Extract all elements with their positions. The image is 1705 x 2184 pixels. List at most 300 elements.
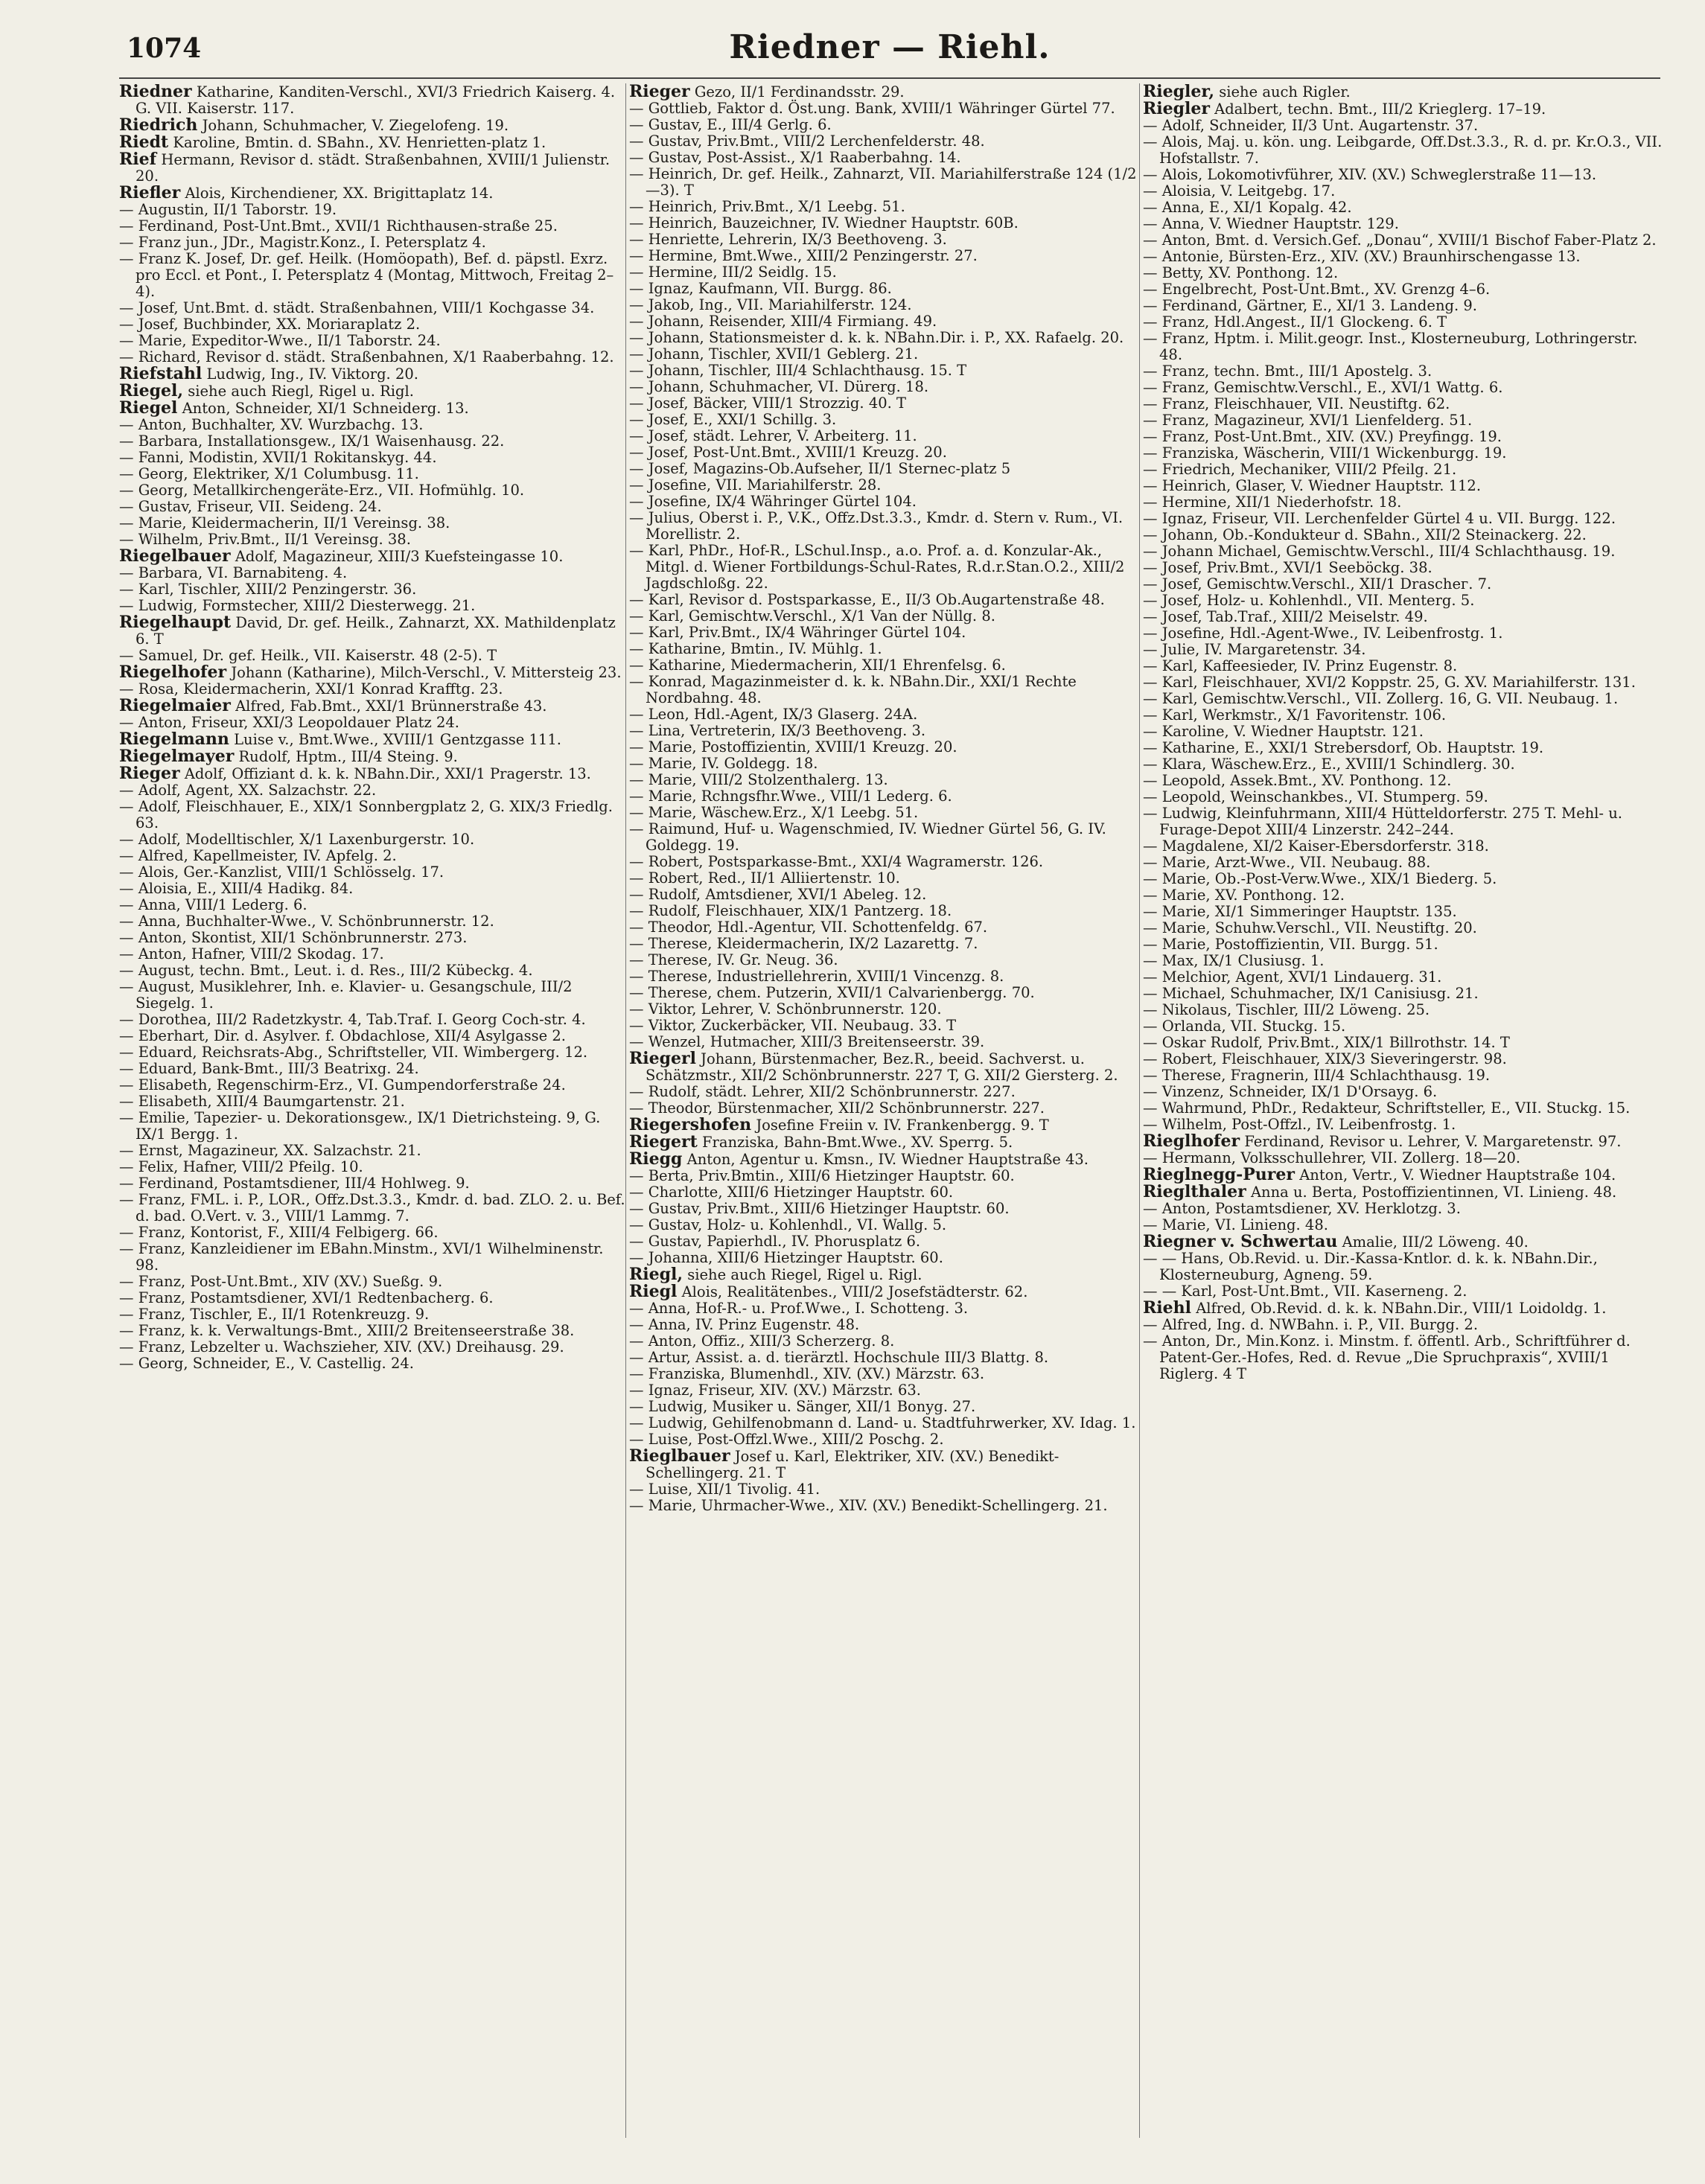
entry-text: Johann, Schuhmacher, V. Ziegelofeng. 19. xyxy=(202,117,509,134)
directory-entry xyxy=(629,919,1147,936)
directory-entry xyxy=(119,1241,625,1274)
entry-text: — Robert, Red., II/1 Alliiertenstr. 10. xyxy=(629,869,900,887)
directory-entry xyxy=(119,234,625,251)
entry-surname: Rieglthaler xyxy=(1143,1182,1246,1201)
directory-entry xyxy=(119,482,625,499)
directory-entry xyxy=(119,799,625,831)
entry-surname: Riegershofen xyxy=(629,1115,752,1134)
entry-text: — Hermine, XII/1 Niederhofstr. 18. xyxy=(1143,494,1402,511)
directory-entry xyxy=(119,185,625,202)
entry-text: — Josef, Bäcker, VIII/1 Strozzig. 40. T xyxy=(629,395,907,412)
directory-entry xyxy=(119,349,625,365)
entry-text: — Wilhelm, Priv.Bmt., II/1 Vereinsg. 38. xyxy=(119,531,411,548)
directory-entry xyxy=(629,641,1147,657)
entry-text: — Augustin, II/1 Taborstr. 19. xyxy=(119,201,337,218)
entry-surname: Riegel, xyxy=(119,381,184,400)
entry-text: — Karl, Revisor d. Postsparkasse, E., II/3 Ob.Augartenstraße 48. xyxy=(629,591,1105,608)
entry-text: — Josef, Buchbinder, XX. Moriaraplatz 2. xyxy=(119,316,421,333)
directory-entry xyxy=(1143,429,1664,445)
entry-text: — Rudolf, Amtsdiener, XVI/1 Abeleg. 12. xyxy=(629,886,927,903)
entry-text: — Michael, Schuhmacher, IX/1 Canisiusg. 21. xyxy=(1143,985,1479,1002)
entry-surname: Rieglbauer xyxy=(629,1446,730,1466)
entry-text: siehe auch Riegel, Rigel u. Rigl. xyxy=(687,1266,922,1283)
entry-text: — Therese, Fragnerin, III/4 Schlachthausg. 19. xyxy=(1143,1067,1491,1084)
directory-entry xyxy=(1143,1251,1664,1283)
entry-text: — Josefine, Hdl.-Agent-Wwe., IV. Leibenfrostg. 1. xyxy=(1143,625,1503,642)
entry-text: — Gustav, Priv.Bmt., XIII/6 Hietzinger Hauptstr. 60. xyxy=(629,1200,1010,1217)
directory-entry xyxy=(629,1366,1147,1382)
directory-entry xyxy=(629,1117,1147,1134)
entry-text: — Anna, V. Wiedner Hauptstr. 129. xyxy=(1143,215,1399,232)
directory-entry xyxy=(1143,1084,1664,1100)
entry-text: — Heinrich, Glaser, V. Wiedner Hauptstr. 112. xyxy=(1143,477,1482,494)
entry-text: — Franz jun., JDr., Magistr.Konz., I. Petersplatz 4. xyxy=(119,234,486,251)
entry-text: — Heinrich, Priv.Bmt., X/1 Leebg. 51. xyxy=(629,198,905,215)
directory-entry xyxy=(629,903,1147,919)
entry-text: — Josef, E., XXI/1 Schillg. 3. xyxy=(629,411,837,428)
directory-entry xyxy=(629,936,1147,952)
entry-text: — Rudolf, Fleischhauer, XIX/1 Pantzerg. 18. xyxy=(629,902,952,919)
entry-text: — Leopold, Weinschankbes., VI. Stumperg. 59. xyxy=(1143,788,1488,805)
entry-text: — Gustav, Papierhdl., IV. Phorusplatz 6. xyxy=(629,1233,921,1250)
entry-text: Anna u. Berta, Postoffizientinnen, VI. Linieng. 48. xyxy=(1250,1184,1617,1201)
entry-text: — Emilie, Tapezier- u. Dekorationsgew., IX/1 Dietrichsteing. 9, G. IX/1 Bergg. 1. xyxy=(119,1109,601,1143)
entry-surname: Riegel xyxy=(119,398,178,418)
directory-entry xyxy=(629,100,1147,117)
directory-entry xyxy=(119,614,625,648)
entry-surname: Rief xyxy=(119,150,157,169)
directory-entry xyxy=(629,444,1147,461)
entry-surname: Riedt xyxy=(119,132,169,152)
directory-entry xyxy=(1143,1283,1664,1300)
entry-text: — Anna, Buchhalter-Wwe., V. Schönbrunnerstr. 12. xyxy=(119,913,494,930)
entry-text: — Anna, Hof-R.- u. Prof.Wwe., I. Schotteng. 3. xyxy=(629,1300,969,1317)
entry-text: — Johann, Ob.-Kondukteur d. SBahn., XII/2 Steinackerg. 22. xyxy=(1143,526,1587,543)
directory-entry xyxy=(119,515,625,531)
entry-text: — Katharine, E., XXI/1 Strebersdorf, Ob. Hauptstr. 19. xyxy=(1143,739,1544,756)
directory-entry xyxy=(629,657,1147,674)
page-header xyxy=(127,28,1653,73)
entry-text: — Franz K. Josef, Dr. gef. Heilk. (Homöopath), Bef. d. päpstl. Exrz. pro Eccl. et Pont., I. Petersplatz 4 (Montag, Mittwoch, Freitag 2–4). xyxy=(119,250,614,300)
page-number: 1074 xyxy=(127,33,202,64)
directory-entry xyxy=(1143,298,1664,314)
entry-text: Ferdinand, Revisor u. Lehrer, V. Margaretenstr. 97. xyxy=(1244,1133,1622,1150)
directory-entry xyxy=(119,300,625,316)
directory-entry xyxy=(1143,904,1664,920)
entry-text: — Adolf, Modelltischler, X/1 Laxenburgerstr. 10. xyxy=(119,831,475,848)
directory-entry xyxy=(629,854,1147,870)
directory-entry xyxy=(119,1110,625,1143)
directory-entry xyxy=(629,281,1147,297)
directory-entry xyxy=(629,346,1147,363)
directory-entry xyxy=(629,297,1147,313)
directory-entry xyxy=(1143,1201,1664,1217)
column-1 xyxy=(119,83,625,1372)
entry-text: Gezo, II/1 Ferdinandsstr. 29. xyxy=(694,83,905,100)
entry-text: — Hermine, Bmt.Wwe., XIII/2 Penzingerstr. 27. xyxy=(629,247,978,264)
entry-surname: Rieger xyxy=(119,764,180,783)
directory-entry xyxy=(1143,1166,1664,1184)
entry-text: Alfred, Fab.Bmt., XXI/1 Brünnerstraße 43. xyxy=(235,697,547,715)
entry-text: — Gustav, Holz- u. Kohlenhdl., VI. Wallg. 5. xyxy=(629,1216,947,1233)
entry-text: — Orlanda, VII. Stuckg. 15. xyxy=(1143,1018,1346,1035)
directory-entry xyxy=(1143,642,1664,658)
entry-text: — Franz, Lebzelter u. Wachszieher, XIV. (XV.) Dreihausg. 29. xyxy=(119,1338,564,1356)
directory-entry xyxy=(1143,855,1664,871)
directory-entry xyxy=(629,1201,1147,1217)
directory-entry xyxy=(629,1399,1147,1415)
directory-entry xyxy=(629,1168,1147,1184)
directory-entry xyxy=(1143,969,1664,986)
directory-entry xyxy=(1143,560,1664,576)
directory-entry xyxy=(1143,527,1664,543)
directory-entry xyxy=(119,897,625,913)
entry-text: — Gustav, E., III/4 Gerlg. 6. xyxy=(629,116,832,133)
entry-text: Alois, Kirchendiener, XX. Brigittaplatz 14. xyxy=(185,185,494,202)
entry-text: — Katharine, Bmtin., IV. Mühlg. 1. xyxy=(629,640,882,657)
directory-entry xyxy=(1143,773,1664,789)
directory-entry xyxy=(119,499,625,515)
entry-text: — Elisabeth, XIII/4 Baumgartenstr. 21. xyxy=(119,1093,405,1110)
directory-entry xyxy=(1143,445,1664,462)
entry-text: — Luise, Post-Offzl.Wwe., XIII/2 Poschg. 2. xyxy=(629,1431,944,1448)
entry-text: — Alfred, Kapellmeister, IV. Apfelg. 2. xyxy=(119,847,397,864)
entry-surname: Riegerl xyxy=(629,1049,696,1068)
directory-entry xyxy=(119,1274,625,1290)
entry-text: — Franz, Hptm. i. Milit.geogr. Inst., Klosterneuburg, Lothringerstr. 48. xyxy=(1143,330,1638,363)
entry-surname: Riegelmayer xyxy=(119,747,235,766)
directory-entry xyxy=(119,765,625,782)
directory-entry xyxy=(629,1233,1147,1250)
directory-entry xyxy=(1143,134,1664,167)
entry-text: — Gottlieb, Faktor d. Öst.ung. Bank, XVIII/1 Währinger Gürtel 77. xyxy=(629,100,1115,117)
entry-text: — Gustav, Post-Assist., X/1 Raaberbahng. 14. xyxy=(629,149,961,166)
directory-entry xyxy=(1143,658,1664,674)
directory-entry xyxy=(629,674,1147,706)
directory-entry xyxy=(629,1415,1147,1431)
entry-text: — Barbara, Installationsgew., IX/1 Waisenhausg. 22. xyxy=(119,432,505,450)
entry-text: — Marie, Expeditor-Wwe., II/1 Taborstr. 24. xyxy=(119,332,441,349)
entry-text: Amalie, III/2 Löweng. 40. xyxy=(1342,1233,1529,1251)
entry-text: — Georg, Metallkirchengeräte-Erz., VII. Hofmühlg. 10. xyxy=(119,482,525,499)
entry-surname: Riegl xyxy=(629,1282,678,1301)
directory-entry xyxy=(629,592,1147,608)
directory-entry xyxy=(119,1012,625,1028)
page-title: Riedner — Riehl. xyxy=(729,28,1051,66)
entry-text: — August, Musiklehrer, Inh. e. Klavier- u. Gesangschule, III/2 Siegelg. 1. xyxy=(119,978,573,1012)
directory-entry xyxy=(1143,265,1664,281)
directory-entry xyxy=(119,1306,625,1323)
entry-text: — Raimund, Huf- u. Wagenschmied, IV. Wiedner Gürtel 56, G. IV. Goldegg. 19. xyxy=(629,820,1106,854)
directory-entry xyxy=(1143,543,1664,560)
directory-entry xyxy=(629,756,1147,772)
directory-entry xyxy=(629,379,1147,395)
entry-text: — Karl, Tischler, XIII/2 Penzingerstr. 36. xyxy=(119,581,417,598)
entry-text: — Anton, Bmt. d. Versich.Gef. „Donau“, XVIII/1 Bischof Faber-Platz 2. xyxy=(1143,232,1657,249)
directory-entry xyxy=(1143,887,1664,904)
directory-entry xyxy=(1143,249,1664,265)
directory-entry xyxy=(1143,1233,1664,1251)
directory-entry xyxy=(629,1001,1147,1018)
entry-text: — Robert, Postsparkasse-Bmt., XXI/4 Wagramerstr. 126. xyxy=(629,853,1044,870)
directory-entry xyxy=(1143,462,1664,478)
entry-text: — Josef, Post-Unt.Bmt., XVIII/1 Kreuzg. 20. xyxy=(629,444,947,461)
entry-surname: Riefstahl xyxy=(119,364,203,383)
directory-entry xyxy=(1143,314,1664,331)
entry-text: — Theodor, Bürstenmacher, XII/2 Schönbrunnerstr. 227. xyxy=(629,1099,1045,1117)
directory-entry xyxy=(629,1250,1147,1266)
directory-entry xyxy=(629,1350,1147,1366)
directory-entry xyxy=(119,1356,625,1372)
entry-text: — Heinrich, Dr. gef. Heilk., Zahnarzt, VII. Mariahilferstraße 124 (1/2—3). T xyxy=(629,165,1137,199)
directory-entry xyxy=(1143,100,1664,118)
entry-text: — Marie, XI/1 Simmeringer Hauptstr. 135. xyxy=(1143,903,1457,920)
entry-text: — Anton, Hafner, VIII/2 Skodag. 17. xyxy=(119,945,384,962)
directory-entry xyxy=(629,215,1147,232)
entry-text: Karoline, Bmtin. d. SBahn., XV. Henrietten-platz 1. xyxy=(173,134,546,151)
directory-entry xyxy=(629,428,1147,444)
directory-entry xyxy=(629,1431,1147,1448)
entry-text: Josef u. Karl, Elektriker, XIV. (XV.) Benedikt-Schellingerg. 21. T xyxy=(646,1448,1059,1481)
header-rule xyxy=(119,77,1660,79)
directory-entry xyxy=(629,363,1147,379)
directory-entry xyxy=(119,831,625,848)
directory-entry xyxy=(119,748,625,765)
directory-entry xyxy=(119,1143,625,1159)
directory-entry xyxy=(119,117,625,134)
entry-text: — Heinrich, Bauzeichner, IV. Wiedner Hauptstr. 60B. xyxy=(629,214,1019,232)
entry-text: — Alois, Maj. u. kön. ung. Leibgarde, Off.Dst.3.3., R. d. pr. Kr.O.3., VII. Hofstallstr. 7. xyxy=(1143,133,1663,167)
entry-text: — Karl, Priv.Bmt., IX/4 Währinger Gürtel 104. xyxy=(629,624,966,641)
entry-text: — — Hans, Ob.Revid. u. Dir.-Kassa-Kntlor. d. k. k. NBahn.Dir., Klosterneuburg, Agneng. 59. xyxy=(1143,1250,1598,1283)
column-divider xyxy=(625,83,626,2138)
entry-text: — Karl, Kaffeesieder, IV. Prinz Eugenstr. 8. xyxy=(1143,657,1458,674)
directory-entry xyxy=(1143,511,1664,527)
directory-entry xyxy=(119,913,625,930)
entry-text: — August, techn. Bmt., Leut. i. d. Res., III/2 Kübeckg. 4. xyxy=(119,962,533,979)
directory-entry xyxy=(629,805,1147,821)
entry-text: — Josef, Magazins-Ob.Aufseher, II/1 Sternec-platz 5 xyxy=(629,460,1011,477)
directory-entry xyxy=(629,166,1147,199)
directory-entry xyxy=(629,395,1147,412)
entry-text: — Hermann, Volksschullehrer, VII. Zollerg. 18—20. xyxy=(1143,1149,1521,1166)
directory-entry xyxy=(629,199,1147,215)
entry-text: — Vinzenz, Schneider, IX/1 D'Orsayg. 6. xyxy=(1143,1083,1438,1100)
entry-text: — Rosa, Kleidermacherin, XXI/1 Konrad Krafftg. 23. xyxy=(119,680,503,697)
directory-entry xyxy=(1143,199,1664,216)
entry-text: — Marie, Uhrmacher-Wwe., XIV. (XV.) Benedikt-Schellingerg. 21. xyxy=(629,1497,1108,1514)
directory-entry xyxy=(119,731,625,748)
entry-text: — Eberhart, Dir. d. Asylver. f. Obdachlose, XII/4 Asylgasse 2. xyxy=(119,1027,566,1044)
entry-text: Alois, Realitätenbes., VIII/2 Josefstädterstr. 62. xyxy=(681,1283,1028,1300)
entry-text: — Ferdinand, Post-Unt.Bmt., XVII/1 Richthausen-straße 25. xyxy=(119,217,558,234)
directory-entry xyxy=(629,477,1147,494)
entry-text: — Franziska, Blumenhdl., XIV. (XV.) Märzstr. 63. xyxy=(629,1365,985,1382)
entry-text: — Karl, Gemischtw.Verschl., VII. Zollerg. 16, G. VII. Neubaug. 1. xyxy=(1143,690,1619,707)
entry-surname: Rieger xyxy=(629,83,690,101)
entry-text: — Franz, Kontorist, F., XIII/4 Felbigerg. 66. xyxy=(119,1224,439,1241)
directory-entry xyxy=(629,870,1147,887)
entry-text: — Therese, IV. Gr. Neug. 36. xyxy=(629,951,838,968)
entry-text: — Franziska, Wäscherin, VIII/1 Wickenburgg. 19. xyxy=(1143,444,1507,462)
entry-text: — Wenzel, Hutmacher, XIII/3 Breitenseerstr. 39. xyxy=(629,1033,985,1050)
directory-entry xyxy=(629,788,1147,805)
entry-text: — Karl, Gemischtw.Verschl., X/1 Van der Nüllg. 8. xyxy=(629,607,995,625)
directory-entry xyxy=(629,232,1147,248)
entry-text: Anton, Agentur u. Kmsn., IV. Wiedner Hauptstraße 43. xyxy=(686,1151,1089,1168)
directory-entry xyxy=(119,450,625,466)
entry-text: — Ferdinand, Gärtner, E., XI/1 3. Landeng. 9. xyxy=(1143,297,1477,314)
entry-surname: Riehl xyxy=(1143,1298,1191,1318)
entry-text: — Aloisia, V. Leitgebg. 17. xyxy=(1143,182,1336,199)
directory-entry xyxy=(1143,183,1664,199)
entry-surname: Riegelhofer xyxy=(119,662,227,682)
entry-text: — Hermine, III/2 Seidlg. 15. xyxy=(629,264,837,281)
directory-entry xyxy=(629,1084,1147,1100)
entry-text: — Artur, Assist. a. d. tierärztl. Hochschule III/3 Blattg. 8. xyxy=(629,1349,1049,1366)
entry-text: — Josef, Tab.Traf., XIII/2 Meiselstr. 49. xyxy=(1143,608,1428,625)
directory-entry xyxy=(119,466,625,482)
directory-entry xyxy=(119,1290,625,1306)
directory-entry xyxy=(629,1050,1147,1084)
entry-text: Anton, Vertr., V. Wiedner Hauptstraße 104. xyxy=(1299,1166,1616,1184)
directory-entry xyxy=(1143,83,1664,100)
directory-entry xyxy=(629,1317,1147,1333)
entry-text: — Anna, VIII/1 Lederg. 6. xyxy=(119,896,307,913)
directory-entry xyxy=(1143,805,1664,838)
entry-text: — Gustav, Priv.Bmt., VIII/2 Lerchenfelderstr. 48. xyxy=(629,132,985,150)
directory-entry xyxy=(629,706,1147,723)
directory-entry xyxy=(119,151,625,185)
entry-text: — Katharine, Miedermacherin, XII/1 Ehrenfelsg. 6. xyxy=(629,657,1006,674)
directory-entry xyxy=(119,531,625,548)
directory-entry xyxy=(1143,1333,1664,1382)
entry-text: — Charlotte, XIII/6 Hietzinger Hauptstr. 60. xyxy=(629,1184,954,1201)
entry-text: — Ludwig, Kleinfuhrmann, XIII/4 Hütteldorferstr. 275 T. Mehl- u. Furage-Depot XIII/4 Linzerstr. 242–244. xyxy=(1143,805,1622,838)
entry-text: — Karl, Fleischhauer, XVI/2 Koppstr. 25, G. XV. Mariahilferstr. 131. xyxy=(1143,674,1636,691)
directory-entry xyxy=(629,1184,1147,1201)
entry-text: — Julie, IV. Margaretenstr. 34. xyxy=(1143,641,1366,658)
entry-text: — Franz, FML. i. P., LOR., Offz.Dst.3.3., Kmdr. d. bad. ZLO. 2. u. Bef. d. bad. O.Vert. v. 3., VIII/1 Lammg. 7. xyxy=(119,1191,625,1224)
entry-text: — Luise, XII/1 Tivolig. 41. xyxy=(629,1481,820,1498)
directory-entry xyxy=(629,510,1147,543)
entry-text: — Friedrich, Mechaniker, VIII/2 Pfeilg. 21. xyxy=(1143,461,1457,478)
directory-entry xyxy=(119,1192,625,1224)
entry-text: — Antonie, Bürsten-Erz., XIV. (XV.) Braunhirschengasse 13. xyxy=(1143,248,1581,265)
directory-entry xyxy=(119,1159,625,1175)
directory-entry xyxy=(119,581,625,598)
entry-text: — Marie, Ob.-Post-Verw.Wwe., XIX/1 Biederg. 5. xyxy=(1143,870,1497,887)
directory-entry xyxy=(629,264,1147,281)
directory-entry xyxy=(629,133,1147,150)
entry-text: — Konrad, Magazinmeister d. k. k. NBahn.Dir., XXI/1 Rechte Nordbahng. 48. xyxy=(629,673,1077,706)
directory-entry xyxy=(629,494,1147,510)
directory-entry xyxy=(1143,331,1664,363)
entry-text: — Wilhelm, Post-Offzl., IV. Leibenfrostg. 1. xyxy=(1143,1116,1456,1133)
entry-text: — Max, IX/1 Clusiusg. 1. xyxy=(1143,952,1325,969)
entry-text: — Franz, Fleischhauer, VII. Neustiftg. 62. xyxy=(1143,395,1450,412)
entry-text: — Josef, Gemischtw.Verschl., XII/1 Draschег. 7. xyxy=(1143,575,1492,593)
entry-text: siehe auch Rigler. xyxy=(1219,83,1351,100)
directory-entry xyxy=(629,117,1147,133)
entry-surname: Riegl, xyxy=(629,1265,683,1284)
directory-entry xyxy=(1143,396,1664,412)
directory-entry xyxy=(119,251,625,300)
directory-entry xyxy=(119,782,625,799)
directory-entry xyxy=(119,848,625,864)
directory-entry xyxy=(119,1323,625,1339)
entry-text: — Josef, städt. Lehrer, V. Arbeiterg. 11. xyxy=(629,427,917,444)
directory-entry xyxy=(119,946,625,962)
entry-text: — Anna, E., XI/1 Kopalg. 42. xyxy=(1143,199,1352,216)
entry-text: — Felix, Hafner, VIII/2 Pfeilg. 10. xyxy=(119,1158,363,1175)
directory-entry xyxy=(119,1028,625,1044)
entry-text: — Franz, Tischler, E., II/1 Rotenkreuzg. 9. xyxy=(119,1306,430,1323)
entry-text: — Jakob, Ing., VII. Mariahilferstr. 124. xyxy=(629,296,912,313)
directory-entry xyxy=(119,1093,625,1110)
directory-entry xyxy=(629,1134,1147,1151)
directory-entry xyxy=(119,1044,625,1061)
directory-entry xyxy=(1143,986,1664,1002)
entry-text: — Adolf, Schneider, II/3 Unt. Augartenstr. 37. xyxy=(1143,117,1479,134)
directory-entry xyxy=(1143,691,1664,707)
entry-surname: Riegner v. Schwertau xyxy=(1143,1232,1338,1251)
entry-text: — Marie, Rchngsfhr.Wwe., VIII/1 Lederg. 6. xyxy=(629,788,952,805)
entry-text: — Aloisia, E., XIII/4 Hadikg. 84. xyxy=(119,880,354,897)
entry-text: — Ludwig, Musiker u. Sänger, XII/1 Bonyg. 27. xyxy=(629,1398,976,1415)
entry-text: — Alois, Lokomotivführer, XIV. (XV.) Schweglerstraße 11—13. xyxy=(1143,166,1597,183)
entry-surname: Riefler xyxy=(119,183,181,202)
entry-text: — Magdalene, XI/2 Kaiser-Ebersdorferstr. 318. xyxy=(1143,837,1489,855)
entry-text: siehe auch Riegl, Rigel u. Rigl. xyxy=(188,383,414,400)
entry-text: — Franz, techn. Bmt., III/1 Apostelg. 3. xyxy=(1143,363,1432,380)
entry-text: — Franz, k. k. Verwaltungs-Bmt., XIII/2 Breitenseerstraße 38. xyxy=(119,1322,575,1339)
entry-surname: Riegelhaupt xyxy=(119,613,232,632)
entry-text: — Adolf, Agent, XX. Salzachstr. 22. xyxy=(119,782,377,799)
entry-text: — Gustav, Friseur, VII. Seideng. 24. xyxy=(119,498,382,515)
directory-entry xyxy=(119,648,625,664)
entry-text: — Johann Michael, Gemischtw.Verschl., III/4 Schlachthausg. 19. xyxy=(1143,543,1616,560)
entry-text: — Marie, Schuhw.Verschl., VII. Neustiftg. 20. xyxy=(1143,919,1477,936)
entry-text: — Georg, Elektriker, X/1 Columbusg. 11. xyxy=(119,465,419,482)
entry-text: — Ludwig, Formstecher, XIII/2 Diesterwegg. 21. xyxy=(119,597,476,614)
entry-text: — Franz, Post-Unt.Bmt., XIV (XV.) Sueßg. 9. xyxy=(119,1273,443,1290)
directory-entry xyxy=(629,723,1147,739)
entry-text: — — Karl, Post-Unt.Bmt., VII. Kaserneng. 2. xyxy=(1143,1283,1467,1300)
entry-text: — Josefine, IX/4 Währinger Gürtel 104. xyxy=(629,493,917,510)
entry-text: — Melchior, Agent, XVI/1 Lindauerg. 31. xyxy=(1143,968,1442,986)
directory-entry xyxy=(629,887,1147,903)
directory-entry xyxy=(1143,1217,1664,1233)
directory-entry xyxy=(119,715,625,731)
directory-entry xyxy=(1143,838,1664,855)
directory-entry xyxy=(629,412,1147,428)
entry-text: — Ignaz, Kaufmann, VII. Burgg. 86. xyxy=(629,280,892,297)
entry-text: — Marie, Arzt-Wwe., VII. Neubaug. 88. xyxy=(1143,854,1431,871)
directory-entry xyxy=(119,134,625,151)
entry-text: — Johann, Tischler, III/4 Schlachthausg. 15. T xyxy=(629,362,967,379)
directory-entry xyxy=(629,330,1147,346)
entry-surname: Riegelmann xyxy=(119,729,229,749)
entry-text: — Theodor, Hdl.-Agentur, VII. Schottenfeldg. 67. xyxy=(629,919,988,936)
directory-entry xyxy=(1143,363,1664,380)
directory-entry xyxy=(629,248,1147,264)
directory-entry xyxy=(1143,920,1664,936)
directory-entry xyxy=(1143,412,1664,429)
directory-entry xyxy=(629,1100,1147,1117)
entry-text: — Elisabeth, Regenschirm-Erz., VI. Gumpendorferstraße 24. xyxy=(119,1076,566,1093)
directory-entry xyxy=(1143,724,1664,740)
